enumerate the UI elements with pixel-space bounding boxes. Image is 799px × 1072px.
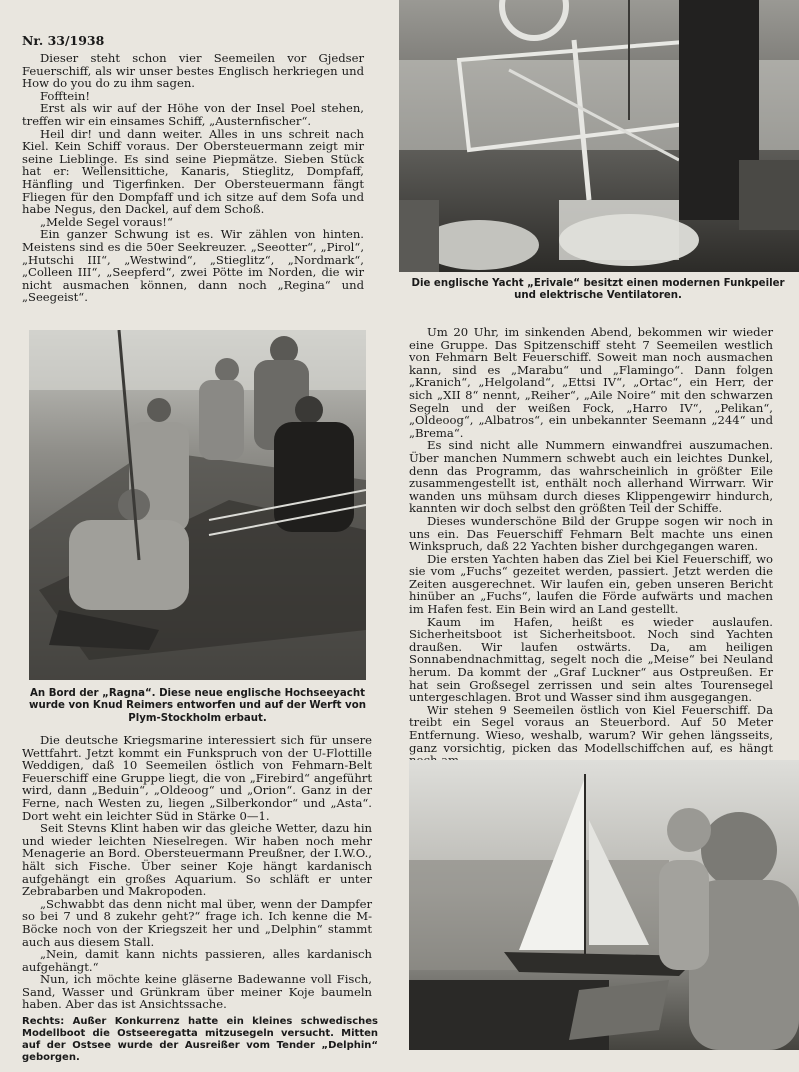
paragraph: Es sind nicht alle Nummern einwandfrei auszumachen. Über manchen Nummern schwebt auch ein leichtes Dunkel, denn das Programm, das wahrscheinlich in größter Eile zusammengestellt ist, enthält noch allerhand Wirrwarr. Wir wanden uns mühsam durch dieses Klippengewirr hindurch, kannten wir doch selbst den größten Teil der Schiffe. xyxy=(409,438,773,516)
photo-ragna-crew xyxy=(29,330,366,680)
paragraph: Die ersten Yachten haben das Ziel bei Kiel Feuerschiff, wo sie vom „Fuchs“ gezeitet werden, passiert. Jetzt werden die Zeiten ausgerechnet. Wir laufen ein, geben unseren Bericht hinüber an „Fuchs“, laufen die Förde aufwärts und machen im Hafen fest. Ein Bein wird an Land gestellt. xyxy=(409,551,773,617)
paragraph: Dieser steht schon vier Seemeilen vor Gjedser Feuerschiff, als wir unser bestes Englisch herkriegen und How do you do zu ihm sagen. xyxy=(22,51,364,91)
paragraph: „Melde Segel voraus!“ xyxy=(40,214,173,229)
caption-ragna: An Bord der „Ragna“. Diese neue englische Hochseeyacht wurde von Knud Reimers entworfen und auf der Werft von Plym-Stockholm erbaut. xyxy=(29,688,366,724)
paragraph: Die deutsche Kriegsmarine interessiert sich für unsere Wettfahrt. Jetzt kommt ein Funkspruch von der U-Flottille Weddigen, daß 10 Seemeilen östlich von Fehmarn-Belt Feuerschiff eine Gruppe liegt, die von „Firebird“ angeführt wird, dann „Beduin“, „Oldeoog“ und „Orion“. Ganz in der Ferne, nach Westen zu, liegen „Silberkondor“ und „Asta“. Dort weht ein leichter Süd in Stärke 0—1. xyxy=(22,733,372,823)
paragraph: Kaum im Hafen, heißt es wieder auslaufen. Sicherheitsboot ist Sicherheitsboot. Noch sind Yachten draußen. Wir laufen ostwärts. Da, am heiligen Sonnabendnachmittag, segelt noch die „Meise“ bei Neuland herum. Da kommt der „Graf Luckner“ aus Ostpreußen. Er hat sein Großsegel zerrissen und sein altes Tourensegel untergeschlagen. Brot und Wasser sind ihm ausgegangen. xyxy=(409,614,773,705)
caption-erivale: Die englische Yacht „Erivale“ besitzt einen modernen Funkpeiler und elektrische Ventilatoren. xyxy=(411,278,785,302)
paragraph: Um 20 Uhr, im sinkenden Abend, bekommen wir wieder eine Gruppe. Das Spitzenschiff steht 7 Seemeilen westlich von Fehmarn Belt Feuerschiff. Soweit man noch ausmachen kann, sind es „Marabu“ und „Flamingo“. Dann folgen „Kranich“, „Helgoland“, „Ettsi IV“, „Ortac“, ein Herr, der sich „XII 8“ nennt, „Reiher“, „Aile Noire“ mit den schwarzen Segeln und der weißen Fock, „Harro IV“, „Pelikan“, „Oldeoog“, „Albatros“, ein unbekannter Seemann „244“ und „Brema“. xyxy=(409,325,773,440)
column-1-top-text xyxy=(22,52,364,304)
paragraph: Dieses wunderschöne Bild der Gruppe sogen wir noch in uns ein. Das Feuerschiff Fehmarn Belt machte uns einen Winkspruch, daß 22 Yachten bisher durchgegangen waren. xyxy=(409,513,773,554)
column-1-bottom-text xyxy=(22,734,372,1011)
caption-model-boat: Rechts: Außer Konkurrenz hatte ein kleines schwedisches Modellboot die Ostseeregatta mitzusegeln versucht. Mitten auf der Ostsee wurde der Ausreißer vom Tender „Delphin“ geborgen. xyxy=(22,1016,378,1063)
paragraph: Heil dir! und dann weiter. Alles in uns schreit nach Kiel. Kein Schiff voraus. Der Obersteuermann zeigt mir seine Lieblinge. Es sind seine Piepmätze. Sieben Stück hat er: Wellensittiche, Kanaris, Stieglitz, Dompfaff, Hänfling und Tigerfinken. Der Obersteuermann fängt Fliegen für den Dompfaff und ich sitze auf dem Sofa und habe Negus, den Dackel, auf dem Schoß. xyxy=(22,126,364,217)
photo-model-sailboat xyxy=(409,760,799,1050)
paragraph: „Schwabbt das denn nicht mal über, wenn der Dampfer so bei 7 und 8 zukehr geht?“ frage ich. Ich kenne die M-Böcke noch von der Kriegszeit her und „Delphin“ stammt auch aus diesem Stall. xyxy=(22,896,372,949)
paragraph: Erst als wir auf der Höhe von der Insel Poel stehen, treffen wir ein einsames Schiff, „Austernfischer“. xyxy=(22,101,364,128)
paragraph: Seit Stevns Klint haben wir das gleiche Wetter, dazu hin und wieder leichten Nieselregen. Wir haben noch mehr Menagerie an Bord. Obersteuermann Preußner, der I.W.O., hält sich Fische. Über seiner Koje hängt kardanisch aufgehängt ein großes Aquarium. So schläft er unter Zebrabarben und Makropoden. xyxy=(22,821,372,899)
paragraph: Wir stehen 9 Seemeilen östlich von Kiel Feuerschiff. Da treibt ein Segel voraus an Steuerbord. Auf 50 Meter Entfernung. Wieso, weshalb, warum? Wir gehen längsseits, ganz vorsichtig, picken das Modellschiffchen auf, es hängt xyxy=(409,702,773,755)
paragraph: Fofftein! xyxy=(40,88,90,103)
issue-number: Nr. 33/1938 xyxy=(22,33,105,48)
paragraph: „Nein, damit kann nichts passieren, alles kardanisch aufgehängt.“ xyxy=(22,947,372,974)
photo-erivale-deck xyxy=(399,0,799,272)
paragraph: Ein ganzer Schwung ist es. Wir zählen von hinten. Meistens sind es die 50er Seekreuzer. „Seeotter“, „Pirol“, „Hutschi III“, „Westwind“, „Stieglitz“, „Nordmark“, „Colleen III“, „Seepferd“, zwei Pötte im Norden, die wir nicht ausmachen können, dann noch „Regina“ und „Seegeist“. xyxy=(22,227,364,305)
column-2-text xyxy=(409,326,773,767)
paragraph: Nun, ich möchte keine gläserne Badewanne voll Fisch, Sand, Wasser und Grünkram über meiner Koje baumeln haben. Aber das ist Ansichtssache. xyxy=(22,972,372,1012)
